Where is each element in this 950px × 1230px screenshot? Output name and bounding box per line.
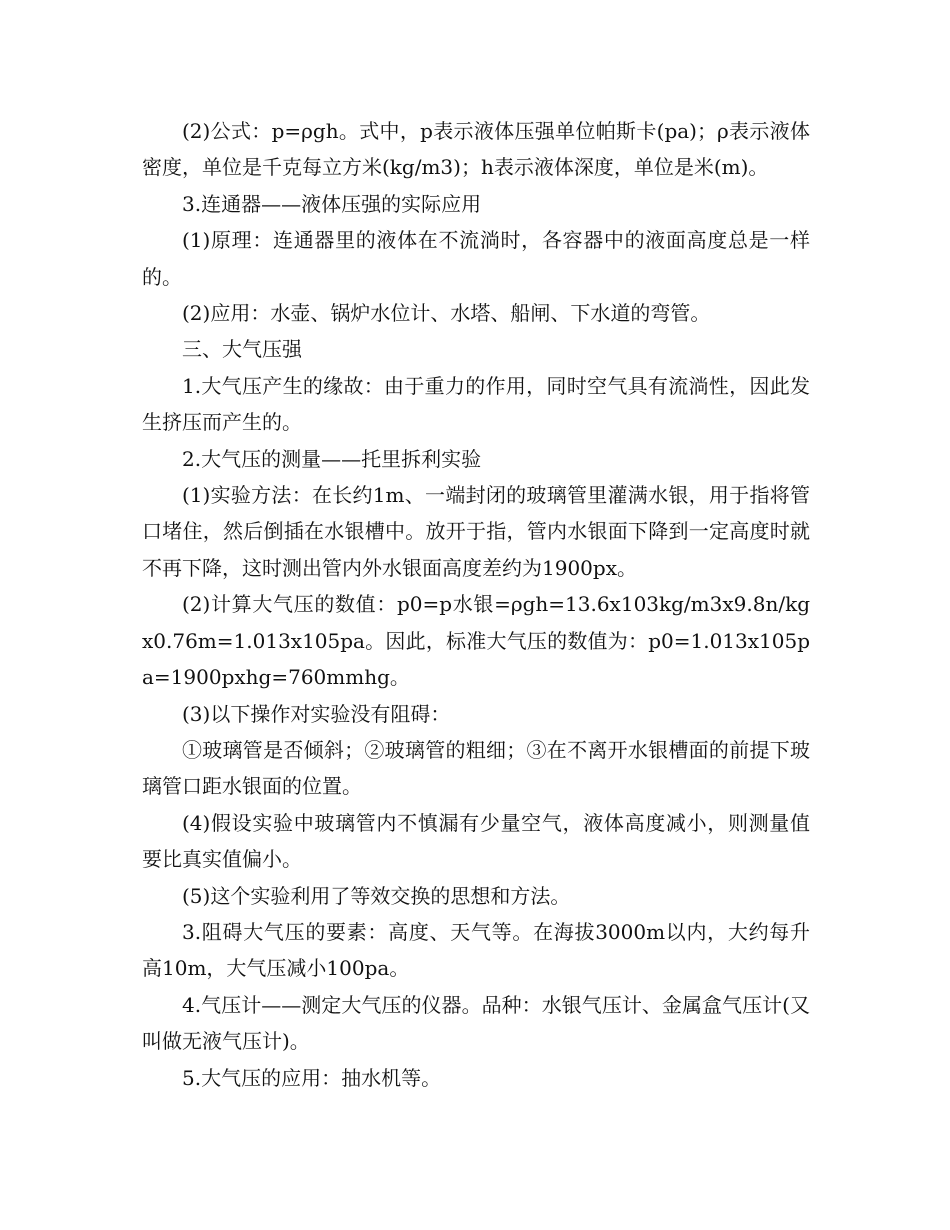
paragraph-measurement-heading: 2.大气压的测量——托里拆利实验 [182,446,482,471]
paragraph-connector-principle: (1)原理：连通器里的液体在不流淌时，各容器中的液面高度总是一样的。 [142,228,810,289]
paragraph-barometer: 4.气压计——测定大气压的仪器。品种：水银气压计、金属盒气压计(又叫做无液气压计)。 [142,992,810,1054]
paragraph-no-influence-list: ①玻璃管是否倾斜；②玻璃管的粗细；③在不离开水银槽面的前提下玻璃管口距水银面的位置。 [142,737,810,799]
paragraph-pressure-factors: 3.阻碍大气压的要素：高度、天气等。在海拔3000m以内，大约每升高10m，大气压减小100pa。 [142,919,810,981]
section-heading-atmospheric-pressure: 三、大气压强 [182,337,302,362]
paragraph-pressure-application: 5.大气压的应用：抽水机等。 [182,1065,442,1090]
paragraph-pressure-calculation: (2)计算大气压的数值：p0=p水银=ρgh=13.6x103kg/m3x9.8n/kgx0.76m=1.013x105pa。因此，标准大气压的数值为：p0=1.013x105pa=1900pxhg=760mmhg。 [142,592,810,690]
paragraph-air-leak: (4)假设实验中玻璃管内不慎漏有少量空气，液体高度减小，则测量值要比真实值偏小。 [142,810,810,872]
document-page [142,113,810,1096]
paragraph-formula: (2)公式：p=ρgh。式中，p表示液体压强单位帕斯卡(pa)；ρ表示液体密度，单位是千克每立方米(kg/m3)；h表示液体深度，单位是米(m)。 [142,119,810,180]
paragraph-no-influence-heading: (3)以下操作对实验没有阻碍： [182,701,451,726]
paragraph-connector-heading: 3.连通器——液体压强的实际应用 [182,191,482,216]
paragraph-method-note: (5)这个实验利用了等效交换的思想和方法。 [182,883,571,908]
paragraph-pressure-cause: 1.大气压产生的缘故：由于重力的作用，同时空气具有流淌性，因此发生挤压而产生的。 [142,373,810,435]
paragraph-connector-application: (2)应用：水壶、锅炉水位计、水塔、船闸、下水道的弯管。 [182,301,711,326]
paragraph-experiment-method: (1)实验方法：在长约1m、一端封闭的玻璃管里灌满水银，用于指将管口堵住，然后倒插在水银槽中。放开于指，管内水银面下降到一定高度时就不再下降，这时测出管内外水银面高度差约为1900px。 [142,483,810,580]
